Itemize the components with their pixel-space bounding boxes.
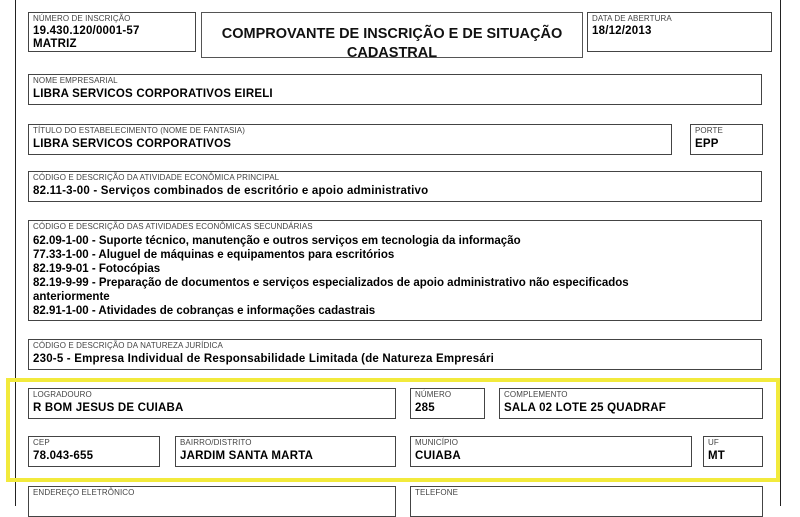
uf-label: UF [708, 438, 719, 447]
abertura-label: DATA DE ABERTURA [592, 14, 672, 23]
complemento-label: COMPLEMENTO [504, 390, 568, 399]
atividade-secundaria-item: 82.19-9-01 - Fotocópias [33, 263, 161, 275]
numero-box [410, 388, 485, 419]
atividades-secundarias-label: CÓDIGO E DESCRIÇÃO DAS ATIVIDADES ECONÔMICAS SECUNDÁRIAS [33, 222, 313, 231]
email-box [28, 486, 396, 517]
porte-value: EPP [695, 138, 719, 150]
municipio-box [410, 436, 692, 467]
atividade-secundaria-item: 82.19-9-99 - Preparação de documentos e serviços especializados de apoio administrativo não especificados [33, 277, 629, 289]
uf-value: MT [708, 450, 726, 462]
document-page [15, 0, 781, 506]
atividade-secundaria-item: 62.09-1-00 - Suporte técnico, manutenção e outros serviços em tecnologia da informação [33, 235, 521, 247]
numero-label: NÚMERO [415, 390, 452, 399]
nome-empresarial-box [28, 74, 762, 105]
bairro-label: BAIRRO/DISTRITO [180, 438, 252, 447]
fantasia-label: TÍTULO DO ESTABELECIMENTO (NOME DE FANTASIA) [33, 126, 245, 135]
uf-box [703, 436, 763, 467]
cep-label: CEP [33, 438, 50, 447]
atividade-secundaria-item: 82.91-1-00 - Atividades de cobranças e informações cadastrais [33, 305, 376, 317]
title-line-2: CADASTRAL [346, 45, 438, 61]
complemento-value: SALA 02 LOTE 25 QUADRAF [504, 402, 667, 414]
atividade-principal-box [28, 171, 762, 202]
nome-empresarial-value: LIBRA SERVICOS CORPORATIVOS EIRELI [33, 88, 273, 100]
complemento-box [499, 388, 763, 419]
fantasia-value: LIBRA SERVICOS CORPORATIVOS [33, 138, 232, 150]
telefone-box [410, 486, 763, 517]
atividades-secundarias-box [28, 220, 762, 321]
atividade-principal-label: CÓDIGO E DESCRIÇÃO DA ATIVIDADE ECONÔMICA PRINCIPAL [33, 173, 280, 182]
atividades-secundarias-list [33, 234, 747, 318]
cep-value: 78.043-655 [33, 450, 94, 462]
inscricao-box [28, 12, 196, 52]
natureza-juridica-value: 230-5 - Empresa Individual de Responsabilidade Limitada (de Natureza Empresári [33, 353, 495, 365]
inscricao-label: NÚMERO DE INSCRIÇÃO [33, 14, 131, 23]
document-title [202, 25, 582, 63]
atividade-secundaria-item: anteriormente [33, 291, 110, 303]
bairro-box [175, 436, 396, 467]
atividade-secundaria-item: 77.33-1-00 - Aluguel de máquinas e equipamentos para escritórios [33, 249, 395, 261]
bairro-value: JARDIM SANTA MARTA [180, 450, 314, 462]
porte-label: PORTE [695, 126, 723, 135]
natureza-juridica-box [28, 339, 762, 370]
logradouro-box [28, 388, 396, 419]
fantasia-box [28, 124, 672, 155]
nome-empresarial-label: NOME EMPRESARIAL [33, 76, 118, 85]
abertura-box [587, 12, 772, 52]
municipio-label: MUNICÍPIO [415, 438, 459, 447]
inscricao-type: MATRIZ [33, 38, 77, 50]
numero-value: 285 [415, 402, 435, 414]
logradouro-value: R BOM JESUS DE CUIABA [33, 402, 184, 414]
logradouro-label: LOGRADOURO [33, 390, 92, 399]
municipio-value: CUIABA [415, 450, 461, 462]
natureza-juridica-label: CÓDIGO E DESCRIÇÃO DA NATUREZA JURÍDICA [33, 341, 223, 350]
title-box [201, 12, 583, 61]
inscricao-value: 19.430.120/0001-57 [33, 25, 140, 37]
porte-box [690, 124, 763, 155]
atividade-principal-value: 82.11-3-00 - Serviços combinados de escritório e apoio administrativo [33, 185, 429, 197]
abertura-value: 18/12/2013 [592, 25, 652, 37]
telefone-label: TELEFONE [415, 488, 459, 497]
email-label: ENDEREÇO ELETRÔNICO [33, 488, 135, 497]
title-line-1: COMPROVANTE DE INSCRIÇÃO E DE SITUAÇÃO [221, 26, 563, 42]
cep-box [28, 436, 160, 467]
